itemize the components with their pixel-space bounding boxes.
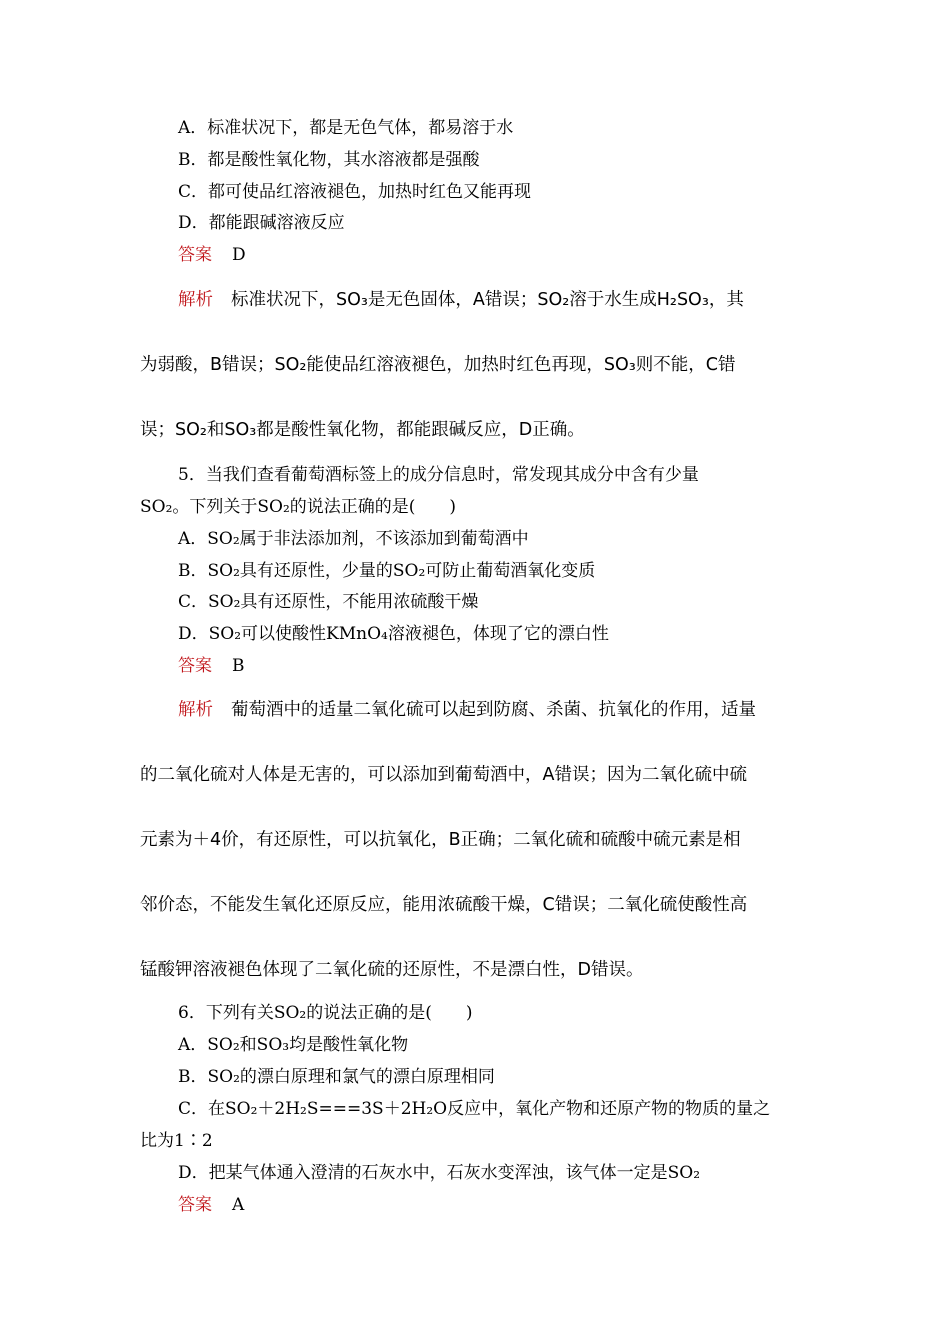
q6-option-c: C．在SO₂＋2H₂S===3S＋2H₂O反应中，氧化产物和还原产物的物质的量之 [178,1099,771,1119]
q5-option-d: D．SO₂可以使酸性KMnO₄溶液褪色，体现了它的漂白性 [178,624,609,644]
q5-option-a: A．SO₂属于非法添加剂，不该添加到葡萄酒中 [178,529,529,549]
analysis-text: 标准状况下，SO₃是无色固体，A错误；SO₂溶于水生成H₂SO₃，其 [231,290,744,310]
answer-value: A [232,1195,245,1215]
q5-option-b: B．SO₂具有还原性，少量的SO₂可防止葡萄酒氧化变质 [178,561,596,581]
q5-analysis-line-1 [178,700,756,720]
q4-option-b: B．都是酸性氧化物，其水溶液都是强酸 [178,150,480,170]
q6-option-a: A．SO₂和SO₃均是酸性氧化物 [178,1035,409,1055]
q5-option-c: C．SO₂具有还原性，不能用浓硫酸干燥 [178,592,479,612]
analysis-text: 葡萄酒中的适量二氧化硫可以起到防腐、杀菌、抗氧化的作用，适量 [231,700,756,720]
q5-analysis-line-5: 锰酸钾溶液褪色体现了二氧化硫的还原性，不是漂白性，D错误。 [140,960,644,980]
answer-label: 答案 [178,245,212,265]
q4-option-a: A．标准状况下，都是无色气体，都易溶于水 [178,118,514,138]
analysis-label: 解析 [178,290,213,310]
q6-answer [178,1195,244,1215]
q5-analysis-line-3: 元素为＋4价，有还原性，可以抗氧化，B正确；二氧化硫和硫酸中硫元素是相 [140,830,741,850]
q4-option-c: C．都可使品红溶液褪色，加热时红色又能再现 [178,182,532,202]
q6-stem: 6．下列有关SO₂的说法正确的是( ) [178,1003,473,1023]
q5-analysis-line-4: 邻价态，不能发生氧化还原反应，能用浓硫酸干燥，C错误；二氧化硫使酸性高 [140,895,748,915]
q5-analysis-line-2: 的二氧化硫对人体是无害的，可以添加到葡萄酒中，A错误；因为二氧化硫中硫 [140,765,747,785]
q4-analysis-line-3: 误；SO₂和SO₃都是酸性氧化物，都能跟碱反应，D正确。 [140,420,585,440]
analysis-label: 解析 [178,700,213,720]
q4-answer [178,245,246,265]
q6-option-d: D．把某气体通入澄清的石灰水中，石灰水变浑浊，该气体一定是SO₂ [178,1163,701,1183]
q6-option-c-cont: 比为1∶2 [140,1131,213,1151]
q4-analysis-line-2: 为弱酸，B错误；SO₂能使品红溶液褪色，加热时红色再现，SO₃则不能，C错 [140,355,736,375]
answer-label: 答案 [178,1195,212,1215]
answer-value: B [232,656,245,676]
q5-answer [178,656,245,676]
q5-stem-line-2: SO₂。下列关于SO₂的说法正确的是( ) [140,497,457,517]
q6-option-b: B．SO₂的漂白原理和氯气的漂白原理相同 [178,1067,495,1087]
answer-label: 答案 [178,656,212,676]
q5-stem-line-1: 5．当我们查看葡萄酒标签上的成分信息时，常发现其成分中含有少量 [178,465,699,485]
q4-option-d: D．都能跟碱溶液反应 [178,213,345,233]
answer-value: D [232,245,246,265]
q4-analysis-line-1 [178,290,744,310]
